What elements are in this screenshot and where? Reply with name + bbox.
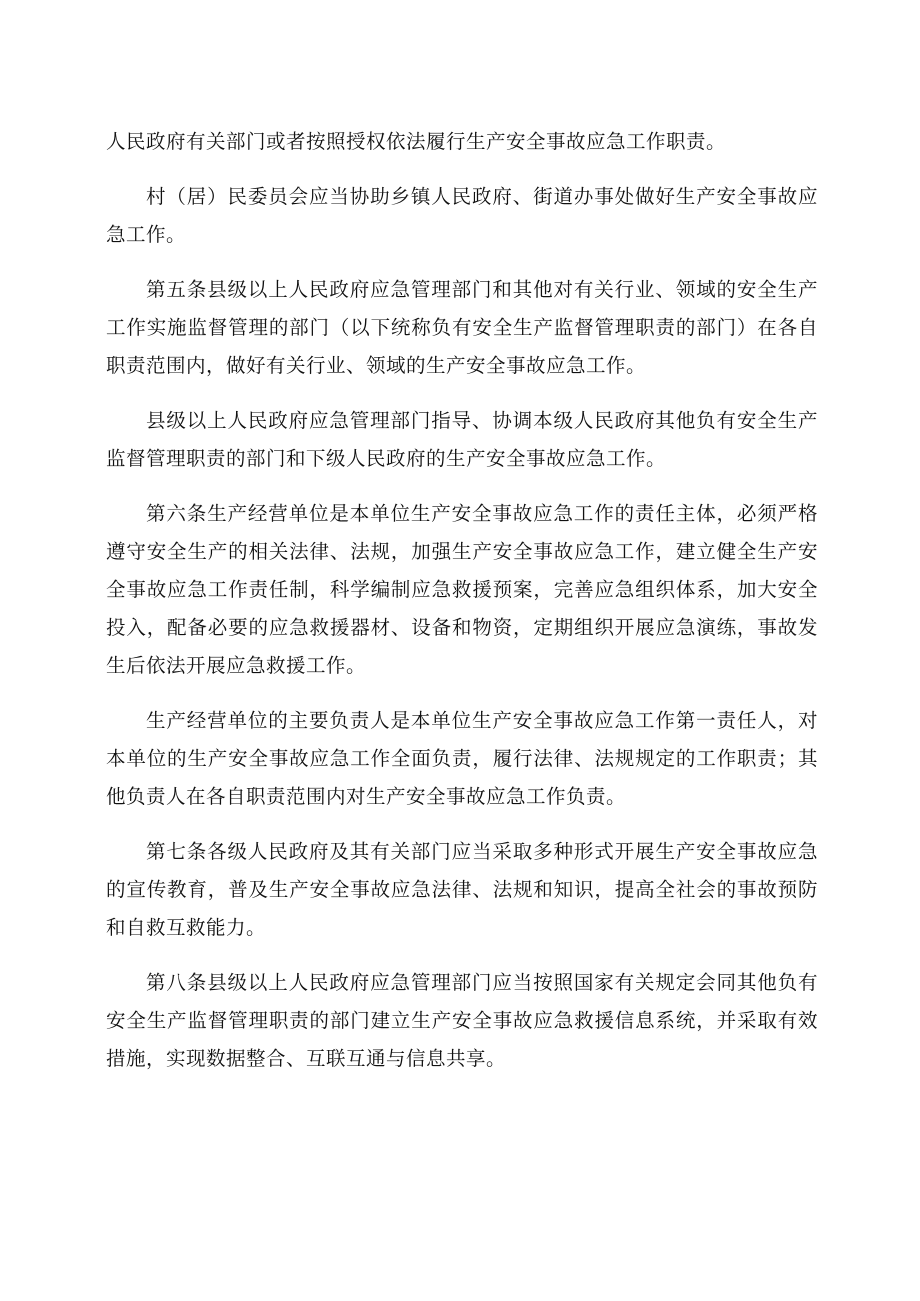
paragraph-6: 生产经营单位的主要负责人是本单位生产安全事故应急工作第一责任人，对本单位的生产安全事故应急工作全面负责，履行法律、法规规定的工作职责；其他负责人在各自职责范围内对生产安全事故应急工作负责。 bbox=[106, 709, 818, 808]
paragraph-2: 村（居）民委员会应当协助乡镇人民政府、街道办事处做好生产安全事故应急工作。 bbox=[106, 185, 818, 246]
paragraph-article-6: 第六条生产经营单位是本单位生产安全事故应急工作的责任主体，必须严格遵守安全生产的相关法律、法规，加强生产安全事故应急工作，建立健全生产安全事故应急工作责任制，科学编制应急救援预案，完善应急组织体系，加大安全投入，配备必要的应急救援器材、设备和物资，定期组织开展应急演练，事故发生后依法开展应急救援工作。 bbox=[106, 502, 818, 677]
paragraph-article-8: 第八条县级以上人民政府应急管理部门应当按照国家有关规定会同其他负有安全生产监督管理职责的部门建立生产安全事故应急救援信息系统，并采取有效措施，实现数据整合、互联互通与信息共享。 bbox=[106, 971, 818, 1070]
document-body bbox=[106, 123, 818, 1095]
paragraph-1: 人民政府有关部门或者按照授权依法履行生产安全事故应急工作职责。 bbox=[106, 130, 727, 153]
paragraph-4: 县级以上人民政府应急管理部门指导、协调本级人民政府其他负有安全生产监督管理职责的部门和下级人民政府的生产安全事故应急工作。 bbox=[106, 409, 818, 470]
paragraph-article-7: 第七条各级人民政府及其有关部门应当采取多种形式开展生产安全事故应急的宣传教育，普及生产安全事故应急法律、法规和知识，提高全社会的事故预防和自救互救能力。 bbox=[106, 840, 818, 939]
paragraph-article-5: 第五条县级以上人民政府应急管理部门和其他对有关行业、领域的安全生产工作实施监督管理的部门（以下统称负有安全生产监督管理职责的部门）在各自职责范围内，做好有关行业、领域的生产安全事故应急工作。 bbox=[106, 278, 818, 377]
